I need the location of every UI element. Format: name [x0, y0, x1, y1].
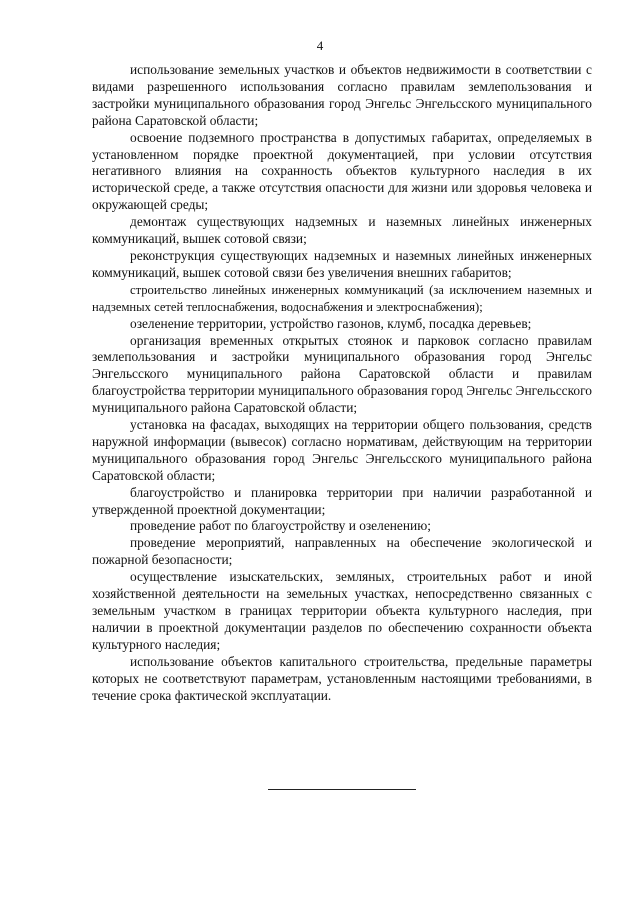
paragraph-improvement-works: проведение работ по благоустройству и озеленению;: [130, 518, 431, 534]
document-body: [92, 62, 592, 704]
paragraph-dismantling: демонтаж существующих надземных и наземных линейных инженерных коммуникаций, вышек сотовой связи;: [92, 214, 592, 247]
page-number: 4: [316, 38, 324, 53]
paragraph-survey-works: осуществление изыскательских, земляных, строительных работ и иной хозяйственной деятельности на земельных участках, непосредственно связанных с земельным участком в границах территории объекта культурного наследия, при наличии в проектной документации разделов по обеспечению сохранности объекта культурного наследия;: [92, 569, 592, 652]
paragraph-reconstruction: реконструкция существующих надземных и наземных линейных инженерных коммуникаций, вышек сотовой связи без увеличения внешних габаритов;: [92, 247, 592, 280]
end-divider-line: [268, 789, 416, 790]
paragraph-underground-space: освоение подземного пространства в допустимых габаритах, определяемых в установленном порядке проектной документацией, при условии отсутствия негативного влияния на сохранность объектов культурного наследия в их исторической среде, а также отсутствия опасности для жизни или здоровья человека и окружающей среды;: [92, 129, 592, 213]
paragraph-landscaping: озеленение территории, устройство газонов, клумб, посадка деревьев;: [130, 315, 532, 331]
paragraph-temporary-parking: организация временных открытых стоянок и парковок согласно правилам землепользования и застройки муниципального образования город Энгельс Энгельсского муниципального района Саратовской области и правилам благоустройства территории муниципального образования город Энгельс Энгельсского муниципального района Саратовской области;: [92, 332, 592, 416]
paragraph-safety-measures: проведение мероприятий, направленных на обеспечение экологической и пожарной безопасности;: [92, 535, 592, 568]
paragraph-improvement-planning: благоустройство и планировка территории при наличии разработанной и утвержденной проектной документации;: [92, 484, 592, 517]
paragraph-land-use: использование земельных участков и объектов недвижимости в соответствии с видами разрешенного использования согласно правилам землепользования и застройки муниципального образования город Энгельс Энгельсского муниципального района Саратовской области;: [92, 62, 592, 128]
paragraph-capital-objects: использование объектов капитального строительства, предельные параметры которых не соответствуют параметрам, установленным настоящими требованиями, в течение срока фактической эксплуатации.: [92, 653, 592, 703]
paragraph-construction-utilities: строительство линейных инженерных коммуникаций (за исключением наземных и надземных сетей теплоснабжения, водоснабжения и электроснабжения);: [92, 282, 592, 314]
paragraph-facade-signage: установка на фасадах, выходящих на территории общего пользования, средств наружной информации (вывесок) согласно нормативам, действующим на территории муниципального образования город Энгельс Энгельсского муниципального района Саратовской области;: [92, 417, 592, 483]
